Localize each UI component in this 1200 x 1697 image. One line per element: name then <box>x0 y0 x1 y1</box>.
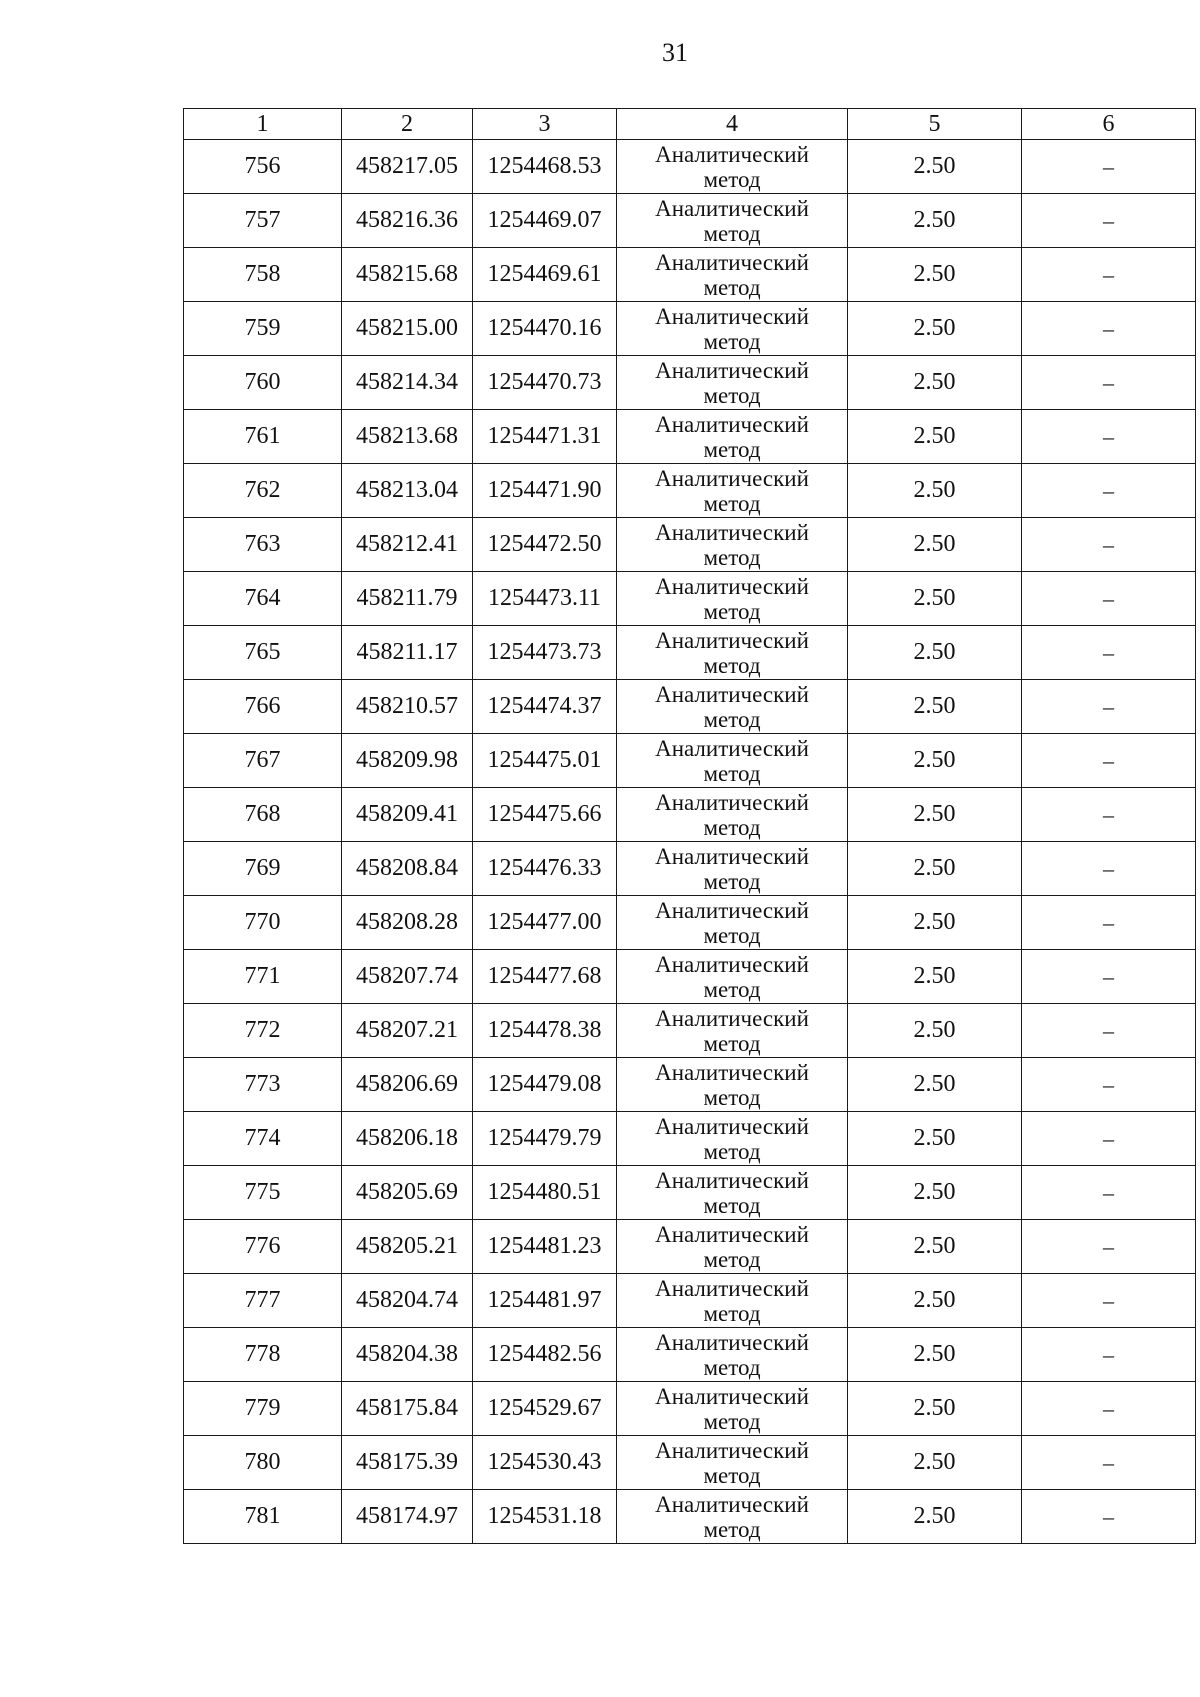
method-line-1: Аналитический <box>655 249 809 275</box>
column-header-3: 3 <box>473 109 617 140</box>
y-coordinate-cell: 1254470.16 <box>473 302 617 356</box>
method-line-2: метод <box>703 1030 761 1056</box>
method-cell <box>617 140 848 194</box>
method-line-2: метод <box>703 706 761 732</box>
coordinates-table <box>183 108 1196 1544</box>
method-cell <box>617 410 848 464</box>
accuracy-cell: 2.50 <box>848 842 1022 896</box>
table-row <box>184 248 1196 302</box>
method-line-1: Аналитический <box>655 951 809 977</box>
method-line-2: метод <box>703 1516 761 1542</box>
note-cell: – <box>1022 1220 1196 1274</box>
note-cell: – <box>1022 1490 1196 1544</box>
method-cell <box>617 1382 848 1436</box>
point-number-cell: 770 <box>184 896 342 950</box>
method-line-1: Аналитический <box>655 627 809 653</box>
x-coordinate-cell: 458208.28 <box>342 896 473 950</box>
accuracy-cell: 2.50 <box>848 950 1022 1004</box>
method-line-1: Аналитический <box>655 465 809 491</box>
point-number-cell: 761 <box>184 410 342 464</box>
note-cell: – <box>1022 572 1196 626</box>
method-line-2: метод <box>703 1084 761 1110</box>
x-coordinate-cell: 458207.74 <box>342 950 473 1004</box>
method-cell <box>617 950 848 1004</box>
method-line-2: метод <box>703 1300 761 1326</box>
y-coordinate-cell: 1254478.38 <box>473 1004 617 1058</box>
method-line-1: Аналитический <box>655 573 809 599</box>
method-line-2: метод <box>703 868 761 894</box>
note-cell: – <box>1022 1058 1196 1112</box>
accuracy-cell: 2.50 <box>848 1004 1022 1058</box>
note-cell: – <box>1022 248 1196 302</box>
x-coordinate-cell: 458175.84 <box>342 1382 473 1436</box>
point-number-cell: 774 <box>184 1112 342 1166</box>
column-header-4: 4 <box>617 109 848 140</box>
method-cell <box>617 464 848 518</box>
note-cell: – <box>1022 788 1196 842</box>
table-row <box>184 626 1196 680</box>
point-number-cell: 756 <box>184 140 342 194</box>
method-line-1: Аналитический <box>655 1437 809 1463</box>
table-row <box>184 734 1196 788</box>
accuracy-cell: 2.50 <box>848 1166 1022 1220</box>
point-number-cell: 758 <box>184 248 342 302</box>
x-coordinate-cell: 458216.36 <box>342 194 473 248</box>
note-cell: – <box>1022 140 1196 194</box>
point-number-cell: 759 <box>184 302 342 356</box>
method-line-1: Аналитический <box>655 1059 809 1085</box>
method-line-1: Аналитический <box>655 303 809 329</box>
x-coordinate-cell: 458174.97 <box>342 1490 473 1544</box>
method-cell <box>617 1112 848 1166</box>
method-line-2: метод <box>703 760 761 786</box>
point-number-cell: 772 <box>184 1004 342 1058</box>
method-line-1: Аналитический <box>655 1329 809 1355</box>
method-cell <box>617 1436 848 1490</box>
y-coordinate-cell: 1254469.61 <box>473 248 617 302</box>
x-coordinate-cell: 458206.18 <box>342 1112 473 1166</box>
column-header-2: 2 <box>342 109 473 140</box>
point-number-cell: 765 <box>184 626 342 680</box>
note-cell: – <box>1022 518 1196 572</box>
accuracy-cell: 2.50 <box>848 140 1022 194</box>
y-coordinate-cell: 1254477.00 <box>473 896 617 950</box>
point-number-cell: 778 <box>184 1328 342 1382</box>
x-coordinate-cell: 458204.38 <box>342 1328 473 1382</box>
method-line-1: Аналитический <box>655 1491 809 1517</box>
point-number-cell: 773 <box>184 1058 342 1112</box>
method-line-1: Аналитический <box>655 1221 809 1247</box>
method-line-2: метод <box>703 436 761 462</box>
note-cell: – <box>1022 626 1196 680</box>
method-line-2: метод <box>703 922 761 948</box>
y-coordinate-cell: 1254477.68 <box>473 950 617 1004</box>
x-coordinate-cell: 458209.41 <box>342 788 473 842</box>
point-number-cell: 757 <box>184 194 342 248</box>
x-coordinate-cell: 458205.21 <box>342 1220 473 1274</box>
table-row <box>184 950 1196 1004</box>
method-cell <box>617 1004 848 1058</box>
method-cell <box>617 896 848 950</box>
method-line-1: Аналитический <box>655 357 809 383</box>
page-number: 31 <box>662 38 688 67</box>
x-coordinate-cell: 458211.17 <box>342 626 473 680</box>
method-cell <box>617 1220 848 1274</box>
method-line-2: метод <box>703 1354 761 1380</box>
y-coordinate-cell: 1254475.66 <box>473 788 617 842</box>
accuracy-cell: 2.50 <box>848 1328 1022 1382</box>
table-row <box>184 1436 1196 1490</box>
x-coordinate-cell: 458208.84 <box>342 842 473 896</box>
x-coordinate-cell: 458213.68 <box>342 410 473 464</box>
y-coordinate-cell: 1254530.43 <box>473 1436 617 1490</box>
y-coordinate-cell: 1254471.90 <box>473 464 617 518</box>
method-line-2: метод <box>703 328 761 354</box>
table-row <box>184 788 1196 842</box>
table-row <box>184 1274 1196 1328</box>
note-cell: – <box>1022 1112 1196 1166</box>
method-cell <box>617 842 848 896</box>
x-coordinate-cell: 458207.21 <box>342 1004 473 1058</box>
method-line-2: метод <box>703 166 761 192</box>
method-line-1: Аналитический <box>655 681 809 707</box>
accuracy-cell: 2.50 <box>848 680 1022 734</box>
accuracy-cell: 2.50 <box>848 1112 1022 1166</box>
y-coordinate-cell: 1254479.79 <box>473 1112 617 1166</box>
method-line-1: Аналитический <box>655 897 809 923</box>
table-row <box>184 302 1196 356</box>
point-number-cell: 763 <box>184 518 342 572</box>
note-cell: – <box>1022 1436 1196 1490</box>
note-cell: – <box>1022 410 1196 464</box>
y-coordinate-cell: 1254481.23 <box>473 1220 617 1274</box>
accuracy-cell: 2.50 <box>848 1220 1022 1274</box>
table-row <box>184 1220 1196 1274</box>
table-row <box>184 680 1196 734</box>
table-row <box>184 1490 1196 1544</box>
accuracy-cell: 2.50 <box>848 896 1022 950</box>
x-coordinate-cell: 458211.79 <box>342 572 473 626</box>
method-line-1: Аналитический <box>655 1383 809 1409</box>
x-coordinate-cell: 458213.04 <box>342 464 473 518</box>
table-row <box>184 1004 1196 1058</box>
method-cell <box>617 572 848 626</box>
table-row <box>184 518 1196 572</box>
method-cell <box>617 1490 848 1544</box>
method-cell <box>617 1274 848 1328</box>
method-cell <box>617 626 848 680</box>
method-line-1: Аналитический <box>655 519 809 545</box>
point-number-cell: 760 <box>184 356 342 410</box>
table-row <box>184 1166 1196 1220</box>
y-coordinate-cell: 1254482.56 <box>473 1328 617 1382</box>
method-cell <box>617 1328 848 1382</box>
accuracy-cell: 2.50 <box>848 1058 1022 1112</box>
table-row <box>184 1058 1196 1112</box>
table-row <box>184 356 1196 410</box>
column-header-5: 5 <box>848 109 1022 140</box>
method-line-1: Аналитический <box>655 1275 809 1301</box>
method-cell <box>617 1166 848 1220</box>
point-number-cell: 766 <box>184 680 342 734</box>
method-cell <box>617 788 848 842</box>
accuracy-cell: 2.50 <box>848 518 1022 572</box>
note-cell: – <box>1022 1274 1196 1328</box>
table-body <box>184 140 1196 1544</box>
column-header-6: 6 <box>1022 109 1196 140</box>
accuracy-cell: 2.50 <box>848 734 1022 788</box>
point-number-cell: 780 <box>184 1436 342 1490</box>
method-line-1: Аналитический <box>655 789 809 815</box>
point-number-cell: 779 <box>184 1382 342 1436</box>
table-row <box>184 842 1196 896</box>
accuracy-cell: 2.50 <box>848 410 1022 464</box>
table-row <box>184 410 1196 464</box>
method-line-1: Аналитический <box>655 195 809 221</box>
method-line-2: метод <box>703 1138 761 1164</box>
point-number-cell: 762 <box>184 464 342 518</box>
note-cell: – <box>1022 680 1196 734</box>
table-row <box>184 1112 1196 1166</box>
x-coordinate-cell: 458212.41 <box>342 518 473 572</box>
x-coordinate-cell: 458206.69 <box>342 1058 473 1112</box>
table-row <box>184 1382 1196 1436</box>
note-cell: – <box>1022 356 1196 410</box>
accuracy-cell: 2.50 <box>848 788 1022 842</box>
note-cell: – <box>1022 896 1196 950</box>
note-cell: – <box>1022 734 1196 788</box>
accuracy-cell: 2.50 <box>848 464 1022 518</box>
point-number-cell: 776 <box>184 1220 342 1274</box>
accuracy-cell: 2.50 <box>848 1382 1022 1436</box>
y-coordinate-cell: 1254469.07 <box>473 194 617 248</box>
point-number-cell: 769 <box>184 842 342 896</box>
note-cell: – <box>1022 464 1196 518</box>
y-coordinate-cell: 1254473.73 <box>473 626 617 680</box>
x-coordinate-cell: 458217.05 <box>342 140 473 194</box>
x-coordinate-cell: 458214.34 <box>342 356 473 410</box>
x-coordinate-cell: 458210.57 <box>342 680 473 734</box>
method-line-1: Аналитический <box>655 141 809 167</box>
method-line-1: Аналитический <box>655 843 809 869</box>
y-coordinate-cell: 1254472.50 <box>473 518 617 572</box>
accuracy-cell: 2.50 <box>848 302 1022 356</box>
y-coordinate-cell: 1254468.53 <box>473 140 617 194</box>
column-header-1: 1 <box>184 109 342 140</box>
table-row <box>184 1328 1196 1382</box>
table-row <box>184 194 1196 248</box>
method-line-1: Аналитический <box>655 735 809 761</box>
note-cell: – <box>1022 194 1196 248</box>
method-line-2: метод <box>703 1192 761 1218</box>
y-coordinate-cell: 1254476.33 <box>473 842 617 896</box>
method-cell <box>617 194 848 248</box>
method-line-1: Аналитический <box>655 1005 809 1031</box>
method-line-2: метод <box>703 652 761 678</box>
x-coordinate-cell: 458204.74 <box>342 1274 473 1328</box>
table-header-row <box>184 109 1196 140</box>
method-line-2: метод <box>703 220 761 246</box>
note-cell: – <box>1022 1004 1196 1058</box>
note-cell: – <box>1022 302 1196 356</box>
point-number-cell: 771 <box>184 950 342 1004</box>
y-coordinate-cell: 1254471.31 <box>473 410 617 464</box>
method-line-2: метод <box>703 274 761 300</box>
method-line-2: метод <box>703 382 761 408</box>
x-coordinate-cell: 458209.98 <box>342 734 473 788</box>
point-number-cell: 764 <box>184 572 342 626</box>
y-coordinate-cell: 1254474.37 <box>473 680 617 734</box>
y-coordinate-cell: 1254481.97 <box>473 1274 617 1328</box>
point-number-cell: 775 <box>184 1166 342 1220</box>
y-coordinate-cell: 1254529.67 <box>473 1382 617 1436</box>
note-cell: – <box>1022 1328 1196 1382</box>
y-coordinate-cell: 1254479.08 <box>473 1058 617 1112</box>
accuracy-cell: 2.50 <box>848 1274 1022 1328</box>
method-line-1: Аналитический <box>655 1113 809 1139</box>
y-coordinate-cell: 1254531.18 <box>473 1490 617 1544</box>
table-row <box>184 140 1196 194</box>
method-line-2: метод <box>703 490 761 516</box>
method-cell <box>617 734 848 788</box>
x-coordinate-cell: 458175.39 <box>342 1436 473 1490</box>
method-line-1: Аналитический <box>655 1167 809 1193</box>
x-coordinate-cell: 458215.68 <box>342 248 473 302</box>
table-row <box>184 572 1196 626</box>
note-cell: – <box>1022 842 1196 896</box>
accuracy-cell: 2.50 <box>848 626 1022 680</box>
point-number-cell: 767 <box>184 734 342 788</box>
y-coordinate-cell: 1254475.01 <box>473 734 617 788</box>
accuracy-cell: 2.50 <box>848 194 1022 248</box>
note-cell: – <box>1022 1382 1196 1436</box>
method-cell <box>617 1058 848 1112</box>
x-coordinate-cell: 458215.00 <box>342 302 473 356</box>
method-line-1: Аналитический <box>655 411 809 437</box>
method-cell <box>617 302 848 356</box>
method-cell <box>617 518 848 572</box>
note-cell: – <box>1022 950 1196 1004</box>
note-cell: – <box>1022 1166 1196 1220</box>
method-line-2: метод <box>703 1408 761 1434</box>
y-coordinate-cell: 1254470.73 <box>473 356 617 410</box>
method-line-2: метод <box>703 814 761 840</box>
method-cell <box>617 356 848 410</box>
method-line-2: метод <box>703 1462 761 1488</box>
method-cell <box>617 248 848 302</box>
point-number-cell: 777 <box>184 1274 342 1328</box>
method-line-2: метод <box>703 976 761 1002</box>
accuracy-cell: 2.50 <box>848 572 1022 626</box>
accuracy-cell: 2.50 <box>848 1436 1022 1490</box>
table-row <box>184 896 1196 950</box>
accuracy-cell: 2.50 <box>848 1490 1022 1544</box>
method-line-2: метод <box>703 1246 761 1272</box>
accuracy-cell: 2.50 <box>848 356 1022 410</box>
method-line-2: метод <box>703 544 761 570</box>
x-coordinate-cell: 458205.69 <box>342 1166 473 1220</box>
method-line-2: метод <box>703 598 761 624</box>
y-coordinate-cell: 1254480.51 <box>473 1166 617 1220</box>
table-row <box>184 464 1196 518</box>
point-number-cell: 781 <box>184 1490 342 1544</box>
point-number-cell: 768 <box>184 788 342 842</box>
accuracy-cell: 2.50 <box>848 248 1022 302</box>
method-cell <box>617 680 848 734</box>
y-coordinate-cell: 1254473.11 <box>473 572 617 626</box>
